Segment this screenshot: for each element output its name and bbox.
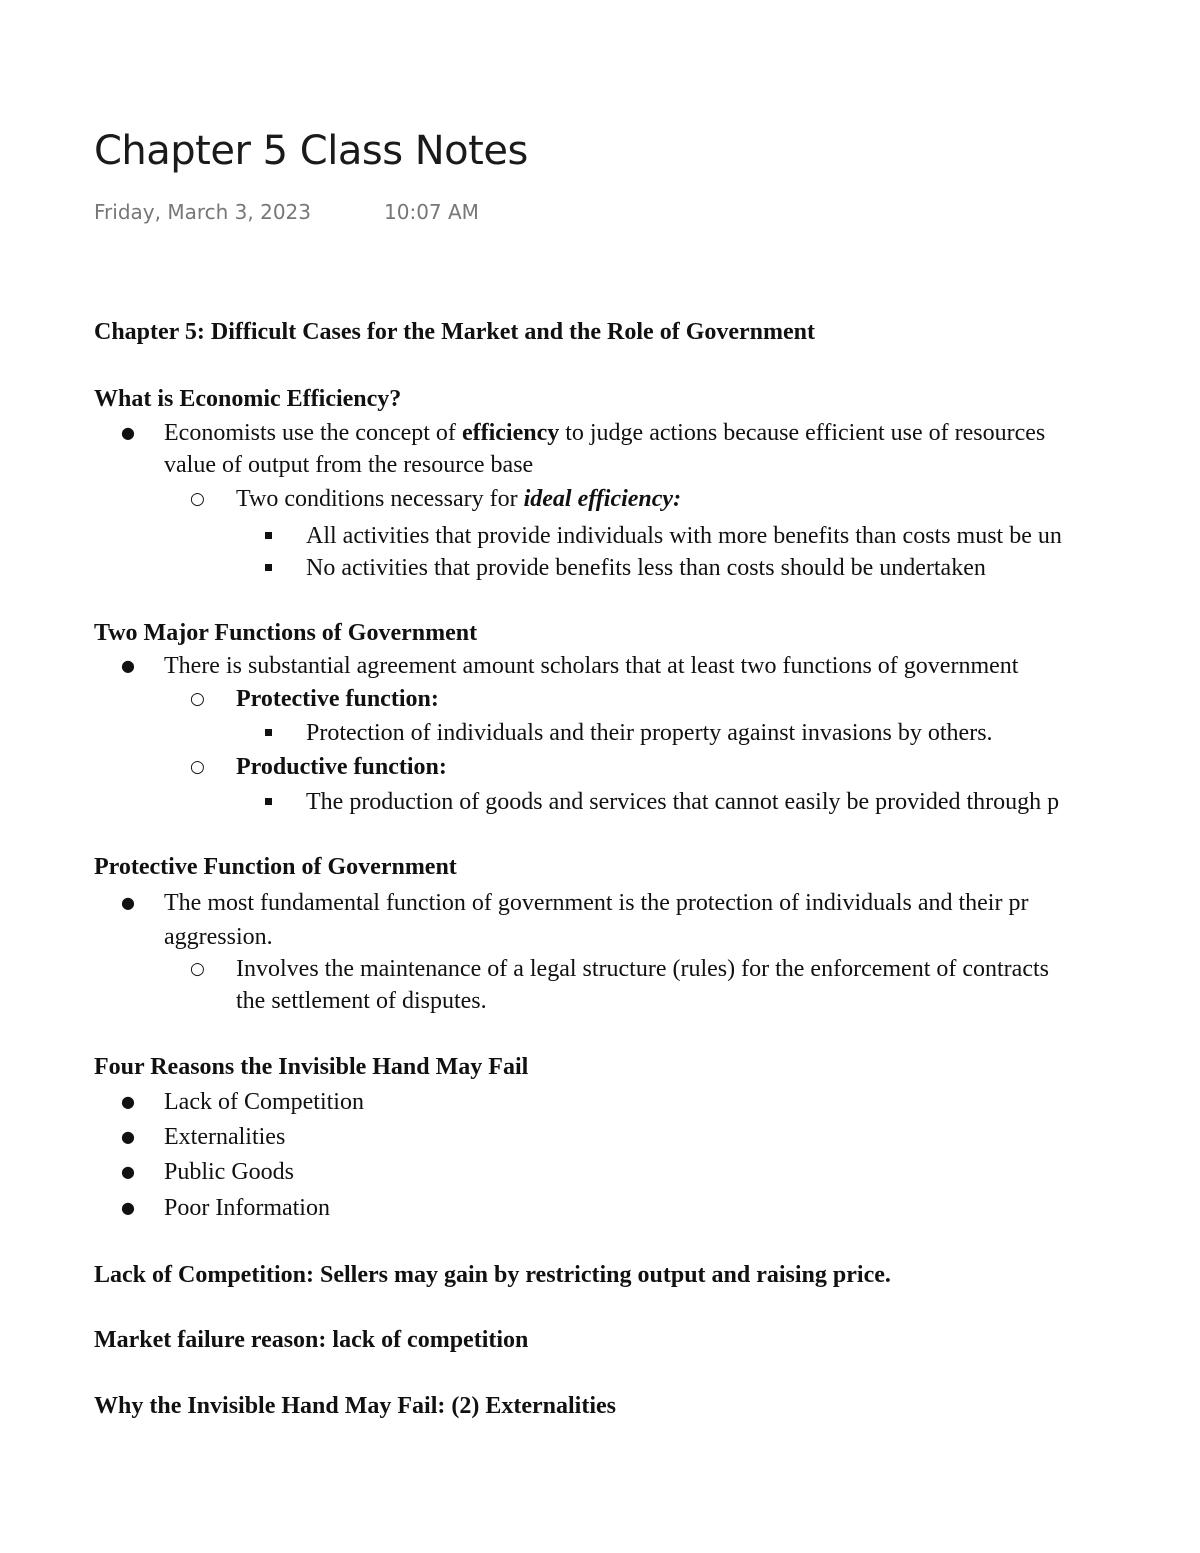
condition-1: All activities that provide individuals with more benefits than costs must be un <box>306 523 1062 549</box>
bullet-disc-icon: ● <box>121 1198 135 1217</box>
protective-bullet-text: The most fundamental function of government is the protection of individuals and their pr <box>164 890 1029 916</box>
ideal-efficiency-line <box>236 484 681 514</box>
efficiency-term: efficiency <box>461 420 560 446</box>
bullet-circle-icon: ○ <box>190 959 205 979</box>
functions-bullet-text: There is substantial agreement amount scholars that at least two functions of government <box>164 653 1019 679</box>
legal-structure-text: Involves the maintenance of a legal structure (rules) for the enforcement of contracts <box>236 956 1049 982</box>
bullet-square-icon <box>265 564 272 571</box>
protective-function-label: Protective function: <box>236 686 439 712</box>
note-time: 10:07 AM <box>384 200 479 224</box>
efficiency-bullet-text <box>164 418 1045 448</box>
bullet-disc-icon: ● <box>121 1092 135 1111</box>
reason-item: Poor Information <box>164 1195 330 1221</box>
four-reasons-heading: Four Reasons the Invisible Hand May Fail <box>94 1054 529 1080</box>
bullet-disc-icon: ● <box>121 656 135 675</box>
productive-function-label: Productive function: <box>236 754 447 780</box>
protective-heading: Protective Function of Government <box>94 854 457 880</box>
chapter-heading: Chapter 5: Difficult Cases for the Market and the Role of Government <box>94 319 815 345</box>
bullet-square-icon <box>265 729 272 736</box>
lack-competition-heading: Lack of Competition: Sellers may gain by restricting output and raising price. <box>94 1262 891 1288</box>
reason-item: Externalities <box>164 1124 286 1150</box>
protective-function-desc: Protection of individuals and their property against invasions by others. <box>306 720 993 746</box>
note-date: Friday, March 3, 2023 <box>94 200 311 224</box>
bullet-disc-icon: ● <box>121 423 135 442</box>
efficiency-bullet-continuation: value of output from the resource base <box>164 452 534 478</box>
productive-function-desc: The production of goods and services that cannot easily be provided through p <box>306 789 1060 815</box>
bullet-circle-icon: ○ <box>190 489 205 509</box>
externalities-heading: Why the Invisible Hand May Fail: (2) Externalities <box>94 1393 616 1419</box>
bullet-disc-icon: ● <box>121 893 135 912</box>
condition-2: No activities that provide benefits less than costs should be undertaken <box>306 555 986 581</box>
functions-heading: Two Major Functions of Government <box>94 620 478 646</box>
efficiency-heading: What is Economic Efficiency? <box>94 386 402 412</box>
bullet-circle-icon: ○ <box>190 689 205 709</box>
reason-item: Public Goods <box>164 1159 295 1185</box>
ideal-efficiency-term: ideal efficiency: <box>523 486 682 512</box>
efficiency-text-after: to judge actions because efficient use of resources <box>559 420 1046 446</box>
ideal-efficiency-text: Two conditions necessary for <box>236 486 524 512</box>
protective-bullet-continuation: aggression. <box>164 924 273 950</box>
efficiency-text-before: Economists use the concept of <box>164 420 462 446</box>
bullet-disc-icon: ● <box>121 1127 135 1146</box>
market-failure-heading: Market failure reason: lack of competition <box>94 1327 529 1353</box>
bullet-square-icon <box>265 798 272 805</box>
bullet-disc-icon: ● <box>121 1162 135 1181</box>
bullet-square-icon <box>265 532 272 539</box>
page-title: Chapter 5 Class Notes <box>94 128 528 174</box>
bullet-circle-icon: ○ <box>190 757 205 777</box>
reason-item: Lack of Competition <box>164 1089 364 1115</box>
legal-structure-continuation: the settlement of disputes. <box>236 988 487 1014</box>
